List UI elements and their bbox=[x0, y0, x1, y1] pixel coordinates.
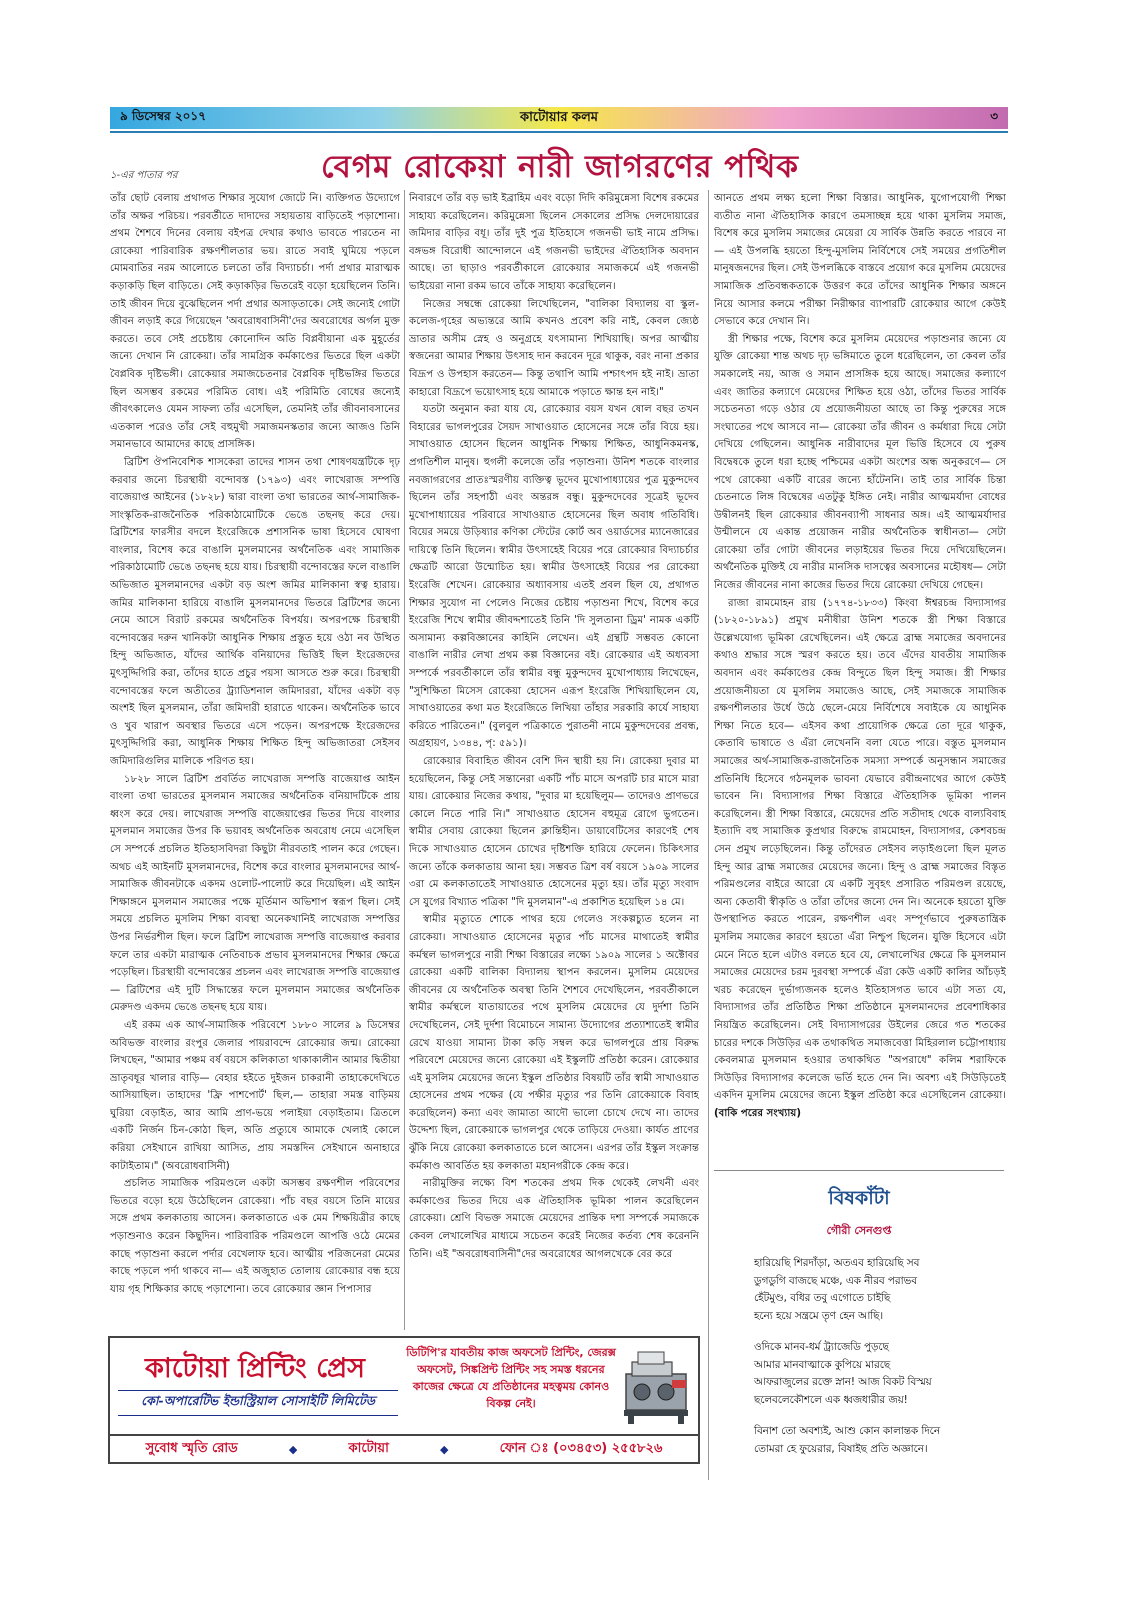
page-header bbox=[110, 107, 1008, 129]
paragraph-text: রাজা রামমোহন রায় (১৭৭৪-১৮৩৩) কিংবা ঈশ্বরচন্দ্র বিদ্যাসাগর (১৮২০-১৮৯১) প্রমুখ মনীষীরা উনিশ শতকে স্ত্রী শিক্ষা বিস্তারে উল্লেখযোগ্য ভূমিকা রেখেছিলেন। এই ক্ষেত্রে ব্রাহ্ম সমাজের অবদানের কথাও শ্রদ্ধার সঙ্গে স্মরণ করতে হয়। তবে এঁদের যাবতীয় সামাজিক অবদান এবং কর্মকাণ্ডের কেন্দ্র বিন্দুতে ছিল হিন্দু সমাজ। স্ত্রী শিক্ষার প্রয়োজনীয়তা যে মুসলিম সমাজেও আছে, সেই সমাজকে সামাজিক রক্ষণশীলতার উর্ধে উঠে ছেলে-মেয়ে নির্বিশেষে সবাইকে যে আধুনিক শিক্ষা নিতে হবে— এইসব কথা প্রায়োগিক ক্ষেত্রে তো দূরে থাকুক, কেতাবি ভাষাতে ও এঁরা লেখেননি বলা যেতে পারে। বস্তুত মুসলমান সমাজের অর্থ-সামাজিক-রাজনৈতিক সমস্যা সম্পর্কে অনুসন্ধান সমাজের প্রতিনিধি হিসেবে গঠনমূলক ভাবনা যেভাবে রবীন্দ্রনাথের আগে কেউই ভাবেন নি। বিদ্যাসাগর শিক্ষা বিস্তারে ঐতিহাসিক ভূমিকা পালন করেছিলেন। স্ত্রী শিক্ষা বিস্তারে, মেয়েদের প্রতি সতীদাহ থেকে বাল্যবিবাহ ইত্যাদি বহু সামাজিক কুপ্রথার বিরুদ্ধে রামমোহন, বিদ্যাসাগর, কেশবচন্দ্র সেন প্রমুখ লড়েছিলেন। কিন্তু তাঁদেরত সেইসব লড়াইগুলো ছিল মূলত হিন্দু আর ব্রাহ্ম সমাজের মেয়েদের জন্যে। হিন্দু ও ব্রাহ্ম সমাজের বিস্তৃত পরিমণ্ডলের বাইরে আরো যে একটি সুবৃহৎ প্রসারিত পরিমণ্ডল রয়েছে, অন্য কেতাবী স্বীকৃতি ও তাঁরা তাঁদের জন্যে দেন নি। অনেকে হয়তো যুক্তি উপস্থাপিত করতে পারেন, রক্ষণশীল এবং সম্পূর্ণভাবে পুরুষতান্ত্রিক মুসলিম সমাজের কারণে হয়তো এঁরা নিশ্চুপ ছিলেন। যুক্তি হিসেবে এটা মেনে নিতে হলে এটাও বলতে হবে যে, লেখালেখির ক্ষেত্রে কি মুসলমান সমাজের মেয়েদের চরম দুরবস্থা সম্পর্কে এঁরা কেউ একটি কালির আঁচড়ই খরচ করেছেন দুর্ভাগ্যজনক হলেও ইতিহাসগত ভাবে এটা সত্য যে, বিদ্যাসাগর তাঁর প্রতিষ্ঠিত শিক্ষা প্রতিষ্ঠানে মুসলমানদের প্রবেশাধিকার নিয়ন্ত্রিত করেছিলেন। সেই বিদ্যাসাগরের উইলের জেরে গত শতকের চারের দশকে সিউড়ির এক তথাকথিত সমাজবেত্তা মিহিরলাল চট্টোপাধ্যায় কেবলমাত্র মুসলমান হওয়ার তথাকথিত "অপরাধে" কলিম শরাফিকে সিউড়ির বিদ্যাসাগর কলেজে ভর্তি হতে দেন নি। অবশ্য এই সিউড়িতেই একদিন মুসলিম মেয়েদের জন্যে ইস্কুল প্রতিষ্ঠা করে এসেছিলেন রোকেয়া। bbox=[714, 597, 1006, 1102]
poem-section bbox=[714, 1180, 1004, 1480]
paragraph bbox=[714, 595, 1006, 1123]
ad-blurb: ডিটিপি'র যাবতীয় কাজ অফসেট প্রিন্টিং, জেরক্স অফসেট, সিঙ্কপ্রিন্ট প্রিন্টিং সহ সমস্ত ধরনের কাজের ক্ষেত্রে যে প্রতিষ্ঠানের মহত্বময় কোনও বিকল্প নেই। bbox=[406, 1346, 616, 1410]
header-divider bbox=[110, 131, 1008, 133]
poem-stanza: হারিয়েছি শিরদাঁড়া, অতএব হারিয়েছি সব ডুগডুগি বাজছে মঞ্চে, এক নীরব পরাভব হেঁটমুণ্ড, বধির তবু এগোতে চাইছি হন্যে হয়ে সন্ত্রমে তৃণ হেন আছি। bbox=[754, 1257, 920, 1322]
paragraph: যতটা অনুমান করা যায় যে, রোকেয়ার বয়স যখন ষোল বছর তখন বিহারের ভাগলপুরের সৈয়দ সাখাওয়াত হোসেনের সঙ্গে তাঁর বিয়ে হয়। সাখাওয়াত হোসেন ছিলেন আধুনিক শিক্ষায় শিক্ষিত, আধুনিকমনস্ক, প্রগতিশীল মানুষ। হুগলী কলেজে তাঁর পড়াশুনা। উনিশ শতকে বাংলার নবজাগরণের প্রাতঃস্মরণীয় ব্যক্তিত্ব ভূদেব মুখোপাধ্যায়ের পুত্র মুকুন্দদেব ছিলেন তাঁর সহপাঠী এবং অন্তরঙ্গ বন্ধু। মুকুন্দদেবের সূত্রেই ভূদেব মুখোপাধ্যায়ের পরিবারে সাখাওয়াত হোসেনের ছিল অবাধ গতিবিধি। বিয়ের সময়ে উড়িষ্যার কণিকা স্টেটের কোর্ট অব ওয়ার্ডসের ম্যানেজারের দায়িত্বে তিনি ছিলেন। স্বামীর উৎসাহেই বিয়ের পরে রোকেয়ার বিদ্যাচর্চার ক্ষেত্রটি আরো উন্মোচিত হয়। স্বামীর উৎসাহেই বিয়ের পর রোকেয়া ইংরেজি শেখেন। রোকেয়ার অধ্যাবসায় এতই প্রবল ছিল যে, প্রথাগত শিক্ষার সুযোগ না পেলেও নিজের চেষ্টায় পড়াশুনা শিখে, বিশেষ করে ইংরেজি শিখে স্বামীর জীবদ্দশাতেই তিনি 'দি সুলতানা ড্রিম' নামক একটি অসামান্য কল্পবিজ্ঞানের কাহিনি লেখেন। এই গ্রন্থটি সম্ভবত কোনো বাঙালি নারীর লেখা প্রথম কল্প বিজ্ঞানের বই। রোকেয়ার এই অধ্যবসা সম্পর্কে পরবর্তীকালে তাঁর স্বামীর বন্ধু মুকুন্দদেব মুখোপাধ্যায় লিখেছেন, "সুশিক্ষিতা মিসেস রোকেয়া হোসেন এরূপ ইংরেজি শিখিয়াছিলেন যে, সাখাওয়াতের কথা মত ইংরেজিতে লিখিয়া তাঁহার সরকারি কার্যে সাহায্য করিতে পারিতেন।" (বুলবুল পত্রিকাতে পুরাতনী নামে মুকুন্দদেবের প্রবন্ধ, অগ্রহায়ণ, ১৩৪৪, পৃ: ৫৯১)। bbox=[409, 404, 699, 750]
poem-stanza: ওদিকে মানব-ধর্ম ট্র্যাজেডি পুড়ছে আমার মানবাত্মাকে কুপিয়ে মারছে আফরাজুলের রক্তে স্নান! আজ বিকট বিস্ময় ছলেবলেকৌশলে এক ধ্বজধারীর জয়! bbox=[754, 1341, 932, 1406]
paragraph: তাঁর ছোট বেলায় প্রথাগত শিক্ষার সুযোগ জোটে নি। ব্যক্তিগত উদ্যোগে তাঁর অক্ষর পরিচয়। পরবর্তীতে দাদাদের সহায়তায় বাড়িতেই পড়াশোনা। প্রথম শৈশবে দিনের বেলায় বইপত্র দেখার কথাও ভাবতে পারতেন না রোকেয়া পারিবারিক রক্ষণশীলতার ভয়। রাতে সবাই ঘুমিয়ে পড়লে মোমবাতির নরম আলোতে চলতো তাঁর বিদ্যাচর্চা। পর্দা প্রথার মারাত্মক কড়াকড়ি ছিল বাড়িতে। সেই কড়াকড়ির ভিতরেই বড়ো হয়েছিলেন তিনি। তাই জীবন দিয়ে বুঝেছিলেন পর্দা প্রথার অসাড়তাকে। সেই জন্যেই গোটা জীবন লড়াই করে গিয়েছেন 'অবরোধবাসিনী'দের অবরোধের অর্গল মুক্ত করতে। তবে সেই প্রচেষ্টায় কোনোদিন অতি বিপ্লবীয়ানা এক মুহূর্তের জন্যে দেখান নি রোকেয়া। তাঁর সামগ্রিক কর্মকাণ্ডের ভিতরে ছিল একটা বৈপ্লবিক দৃষ্টিভঙ্গী। রোকেয়ার সমাজচেতনার বৈপ্লবিক দৃষ্টিভঙ্গির ভিতরে ছিল অসম্ভব রকমের পরিমিত বোধ। এই পরিমিতি বোধের জন্যেই জীবৎকালেও যেমন সাফল্য তাঁর এসেছিল, তেমনিই তাঁর জীবনাবসানের এতকাল পরেও তাঁর সেই বহুমুখী সমাজমনস্কতার জন্যে আজও তিনি সমানভাবে আমাদের কাছে প্রাসঙ্গিক। bbox=[110, 193, 400, 451]
ad-subtitle: কো-অপারেটিভ ইন্ডাস্ট্রিয়াল সোসাইটি লিমিটেড bbox=[118, 1390, 398, 1416]
continued-from-note: ১-এর পাতার পর bbox=[110, 170, 178, 181]
article-column-1 bbox=[110, 190, 400, 1320]
printing-machine-icon bbox=[618, 1344, 694, 1426]
poem-title: বিষকাঁটা bbox=[828, 1187, 890, 1209]
paragraph: আনতে প্রথম লক্ষ্য হলো শিক্ষা বিস্তার। আধুনিক, যুগোপযোগী শিক্ষা ব্যতীত নানা ঐতিহাসিক কারণে তমসাচ্ছন্ন হয়ে থাকা মুসলিম সমাজ, বিশেষ করে মুসলিম সমাজের মেয়েরা যে সার্বিক উন্নতি করতে পারবে না— এই উপলব্ধি হয়তো হিন্দু-মুসলিম নির্বিশেষে সেই সময়ের প্রগতিশীল মানুষজনদের ছিল। সেই উপলব্ধিকে বাস্তবে প্রয়োগ করে মুসলিম মেয়েদের সামাজিক প্রতিবন্ধকতাকে উত্তরণ করে তাঁদের আধুনিক শিক্ষার অঙ্গনে নিয়ে আসার কলমে পরীক্ষা নিরীক্ষার ব্যাপারটি রোকেয়ার আগে কেউই সেভাবে করে দেখান নি। bbox=[714, 193, 1006, 328]
paragraph: রোকেয়ার বিবাহিত জীবন বেশি দিন স্থায়ী হয় নি। রোকেয়া দুবার মা হয়েছিলেন, কিন্তু সেই সন্তানেরা একটি পাঁচ মাসে অপরটি চার মাসে মারা যায়। রোকেয়ার নিজের কথায়, "দুবার মা হয়েছিলুম— তাদেরও প্রাণভরে কোলে নিতে পারি নি।" সাখাওয়াত হোসেন বহুমূত্র রোগে ভুগতেন। স্বামীর সেবায় রোকেয়া ছিলেন ক্লান্তিহীন। ডায়াবেটিসের কারণেই শেষ দিকে সাখাওয়াত হোসেন চোখের দৃষ্টিশক্তি হারিয়ে ফেলেন। চিকিৎসার জন্যে তাঁকে কলকাতায় আনা হয়। সম্ভবত ত্রিশ বর্ষ বয়সে ১৯০৯ সালের ৩রা মে কলকাতাতেই সাখাওয়াত হোসেনের মৃত্যু হয়। তাঁর মৃত্যু সংবাদ সে যুগের বিখ্যাত পত্রিকা "দি মুসলমান"-এ প্রকাশিত হয়েছিল ১৪ মে। bbox=[409, 756, 699, 908]
paragraph: ১৮২৮ সালে ব্রিটিশ প্রবর্তিত লাখেরাজ সম্পত্তি বাজেয়াপ্ত আইন বাংলা তথা ভারতের মুসলমান সমাজের অর্থনৈতিক বনিয়াদটিকে প্রায় ধ্বংস করে দেয়। লাখেরাজ সম্পত্তি বাজেয়াপ্তের ভিতর দিয়ে বাংলার মুসলমান সমাজের উপর কি ভয়াবহ অর্থনৈতিক অবরোধ নেমে এসেছিল সে সম্পর্কে প্রচলিত ইতিহাসবিদরা কিছুটা নীরবতাই পালন করে গেছেন। অথচ এই আইনটি মুসলমানদের, বিশেষ করে বাংলার মুসলমানদের আর্থ-সামাজিক জীবনটাকে একদম ওলোট-পালোট করে দিয়েছিল। এই আইন শিক্ষাঙ্গনে মুসলমান সমাজের পক্ষে মূর্তিমান অভিশাপ স্বরূপ ছিল। সেই সময়ে প্রচলিত মুসলিম শিক্ষা ব্যবস্থা অনেকখানিই লাখেরাজ সম্পত্তির উপর নির্ভরশীল ছিল। ফলে ব্রিটিশ লাখেরাজ সম্পত্তি বাজেয়াপ্ত করবার ফলে তার একটা মারাত্মক নেতিবাচক প্রভাব মুসলমানদের শিক্ষার ক্ষেত্রে পড়েছিল। চিরস্থায়ী বন্দোবস্তের প্রচলন এবং লাখেরাজ সম্পত্তি বাজেয়াপ্ত— ব্রিটিশের এই দুটি সিদ্ধান্তের ফলে মুসলমান সমাজের অর্থনৈতিক মেরুদণ্ড একদম ভেঙে তছনছ হয়ে যায়। bbox=[110, 773, 400, 1014]
ad-address: সুবোধ স্মৃতি রোড bbox=[145, 1440, 238, 1456]
article-headline: বেগম রোকেয়া নারী জাগরণের পথিক bbox=[321, 149, 799, 185]
page-number: ৩ bbox=[990, 109, 998, 123]
diamond-separator-icon: ◆ bbox=[439, 1442, 449, 1456]
poem-divider bbox=[714, 1170, 1004, 1171]
continued-next-issue: (বাকি পরের সংখ্যায়) bbox=[714, 1107, 802, 1119]
paragraph: স্ত্রী শিক্ষার পক্ষে, বিশেষ করে মুসলিম মেয়েদের পড়াশুনার জন্যে যে যুক্তি রোকেয়া শান্ত অথচ দৃঢ় ভঙ্গিমাতে তুলে ধরেছিলেন, তা কেবল তাঁর সমকালেই নয়, আজ ও সমান প্রাসঙ্গিক হয়ে আছে। সমাজের কল্যাণে এবং জাতির কল্যাণে মেয়েদের শিক্ষিত হয়ে ওঠা, তাঁদের ভিতর সার্বিক সচেতনতা গড়ে ওঠার যে প্রয়োজনীয়তা আছে তা কিন্তু পুরুষের সঙ্গে সংঘাতের পথে আসবে না— রোকেয়া তাঁর জীবন ও কর্মধারা দিয়ে সেটা দেখিয়ে গেছিলেন। আধুনিক নারীবাদের মূল ভিত্তি হিসেবে যে পুরুষ বিদ্বেষকে তুলে ধরা হচ্ছে পশ্চিমের একটা অংশের অন্ধ অনুকরণে— সে পথে রোকেয়া একটি বারের জন্যে হাঁটেননি। তাই তার সার্বিক চিন্তা চেতনাতে লিঙ্গ বিদ্বেষের এতটুকু ইঙ্গিত নেই। নারীর আত্মমর্যাদা বোধের উদ্বীলনই ছিল রোকেয়ার জীবনব্যাপী সাধনার অঙ্গ। এই আত্মমর্যাদার উন্মীলনে যে একান্ত প্রয়োজন নারীর অর্থনৈতিক স্বাধীনতা— সেটা রোকেয়া তাঁর গোটা জীবনের লড়াইয়ের ভিতর দিয়ে দেখিয়েছিলেন। অর্থনৈতিক মুক্তিই যে নারীর মানসিক দাসত্বের অবসানের মহৌষধ— সেটা নিজের জীবনের নানা কাজের ভিতর দিয়ে রোকেয়া দেখিয়ে গেছেন। bbox=[714, 333, 1006, 592]
paragraph: নিবারণে তাঁর বড় ভাই ইব্রাহিম এবং বড়ো দিদি করিমুন্নেসা বিশেষ রকমের সাহায্য করেছিলেন। করিমুন্নেসা ছিলেন সেকালের প্রসিদ্ধ দেলদোয়ারের জমিদার বাড়ির বধূ। তাঁর দুই পুত্র ইতিহাসে গজনভী ভাই নামে প্রসিদ্ধ। বঙ্গভঙ্গ বিরোধী আন্দোলনে এই গজনভী ভাইদের ঐতিহাসিক অবদান আছে। তা ছাড়াও পরবর্তীকালে রোকেয়ার সমাজকর্মে এই গজনভী ভাইয়েরা নানা রকম ভাবে তাঁকে সাহায্য করেছিলেন। bbox=[409, 193, 699, 292]
article-column-2 bbox=[409, 190, 699, 1332]
newspaper-name: কাটোয়ার কলম bbox=[519, 109, 599, 125]
article-column-3 bbox=[714, 190, 1006, 1170]
paragraph: নারীমুক্তির লক্ষ্যে বিশ শতকের প্রথম দিক থেকেই লেখনী এবং কর্মকাণ্ডের ভিতর দিয়ে এক ঐতিহাসিক ভূমিকা পালন করেছিলেন রোকেয়া। শ্রেণি বিভক্ত সমাজে মেয়েদের প্রান্তিক দশা সম্পর্কে সমাজকে কেবল লেখালেখির মাধ্যমে সচেতন করেই নিজের কর্তব্য শেষ করেননি তিনি। এই "অবরোধবাসিনী"দের অবরোধের আগলখেকে বের করে bbox=[409, 1178, 699, 1260]
ad-town: কাটোয়া bbox=[348, 1440, 389, 1456]
column-divider bbox=[708, 190, 709, 1480]
column-divider bbox=[404, 190, 405, 1330]
paragraph: প্রচলিত সামাজিক পরিমণ্ডলে একটা অসম্ভব রক্ষণশীল পরিবেশের ভিতরে বড়ো হয়ে উঠেছিলেন রোকেয়া। পাঁচ বছর বয়সে তিনি মায়ের সঙ্গে প্রথম কলকাতায় আসেন। কলকাতাতে এক মেম শিক্ষয়িত্রীর কাছে পড়াশুনাও করেন কিছুদিন। পারিবারিক পরিমণ্ডলে আপত্তি ওঠে মেমের কাছে পড়াশুনা করলে পর্দার বেখেলাফ হবে। আত্মীয় পরিজনেরা মেমের কাছে পড়লে পর্দা থাকবে না— এই অজুহাত তোলায় রোকেয়ার বন্ধ হয়ে যায় গৃহ শিক্ষিকার কাছে পড়াশোনা। তবে রোকেয়ার জ্ঞান পিপাসার bbox=[110, 1178, 400, 1295]
printing-press-advertisement bbox=[108, 1336, 700, 1464]
paragraph: এই রকম এক আর্থ-সামাজিক পরিবেশে ১৮৮০ সালের ৯ ডিসেম্বর অবিভক্ত বাংলার রংপুর জেলার পায়রাবন্দে রোকেয়ার জন্ম। রোকেয়া লিখছেন, "আমার পঞ্চম বর্ষ বয়সে কলিকাতা থাকাকালীন আমার দ্বিতীয়া ভ্রাতৃবধূর খালার বাড়ি— বেহার হইতে দুইজন চাকরানী তাহাকেদেখিতে আসিয়াছিল। তাহাদের 'ফ্রি পাশপোর্ট' ছিল,— তাহারা সমস্ত বাড়িময় ঘুরিয়া বেড়াইত, আর আমি প্রাণ-ভয়ে পলাইয়া বেড়াইতাম। ত্রিতলে একটি নির্জন চিন-কোঠা ছিল, অতি প্রত্যুষে আমাকে খেলাই কোলে করিয়া সেইখানে রাখিয়া আসিত, প্রায় সমস্তদিন সেইখানে অনাহারে কাটাইতাম।" (অবরোধবাসিনী) bbox=[110, 1019, 400, 1172]
diamond-separator-icon: ◆ bbox=[288, 1442, 298, 1456]
paragraph: নিজের সম্বন্ধে রোকেয়া লিখেছিলেন, "বালিকা বিদ্যালয় বা স্কুল-কলেজ-গৃহের অভ্যন্তরে আমি কখনও প্রবেশ করি নাই, কেবল জ্যেষ্ঠ ভ্রাতার অসীম স্নেহ ও অনুগ্রহে যৎসামান্য শিখিয়াছি। অপর আত্মীয় স্বজনেরা আমার শিক্ষায় উৎসাহ দান করবেন দূরে থাকুক, বরং নানা প্রকার বিদ্রূপ ও উপহাস করতেন— কিন্তু তথাপি আমি পশ্চাৎপদ হই নাই। ভ্রাতা কাহারো বিদ্রূপে ভয়োৎসাহ হয়ে আমাকে পড়াতে ক্ষান্ত হন নাই।" bbox=[409, 298, 699, 398]
ad-title: কাটোয়া প্রিন্টিং প্রেস bbox=[144, 1353, 366, 1384]
paragraph: স্বামীর মৃত্যুতে শোকে পাথর হয়ে গেলেও সংকল্পচ্যুত হলেন না রোকেয়া। সাখাওয়াত হোসেনের মৃত্যুর পাঁচ মাসের মাথাতেই স্বামীর কর্মস্থল ভাগলপুরে নারী শিক্ষা বিস্তারের লক্ষ্যে ১৯০৯ সালের ১ অক্টোবর রোকেয়া একটি বালিকা বিদ্যালয় স্থাপন করলেন। মুসলিম মেয়েদের জীবনের যে অর্থনৈতিক অবস্থা তিনি শৈশবে দেখেছিলেন, পরবর্তীকালে স্বামীর কর্মস্থলে যাতায়াতের পথে মুসলিম মেয়েদের যে দুর্দশা তিনি দেখেছিলেন, সেই দুর্দশা বিমোচনে সামান্য উদ্যোগের প্রত্যাশাতেই স্বামীর রেখে যাওয়া সামান্য টাকা কড়ি সম্বল করে ভাগলপুরে প্রায় বিরুদ্ধ পরিবেশে মেয়েদের জন্যে রোকেয়া এই ইস্কুলটি প্রতিষ্ঠা করেন। রোকেয়ার এই মুসলিম মেয়েদের জন্যে ইস্কুল প্রতিষ্ঠার বিষয়টি তাঁর স্বামী সাখাওয়াত হোসেনের প্রথম পক্ষের (যে পক্ষীর মৃত্যুর পর তিনি রোকেয়াকে বিবাহ করেছিলেন) কন্যা এবং জামাতা আদৌ ভালো চোখে দেখে না। তাদের উদ্দেশ্য ছিল, রোকেয়াকে ভাগলপুর থেকে তাড়িয়ে দেওয়া। কার্যত প্রাণের ঝুঁকি নিয়ে রোকেয়া কলকাতাতে চলে আসেন। এরপর তাঁর ইস্কুল সংক্রান্ত কর্মকাণ্ড আবর্তিত হয় কলকাতা মহানগরীকে কেন্দ্র করে। bbox=[409, 914, 699, 1172]
ad-phone: ফোন ঃ (০৩৪৫৩) ২৫৫৮২৬ bbox=[499, 1440, 663, 1456]
poem-stanza: বিনাশ তো অবশ্যই, আশু কোন কালান্তক দিনে তোমরা হে ফুয়েরার, বিষাইছ প্রতি অজ্ঞানে। bbox=[754, 1425, 940, 1455]
paragraph: ব্রিটিশ ঔপনিবেশিক শাসকেরা তাদের শাসন তথা শোষণযন্ত্রটিকে দৃঢ় করবার জন্যে চিরস্থায়ী বন্দোবস্ত (১৭৯৩) এবং লাখেরাজ সম্পত্তি বাজেয়াপ্ত আইনের (১৮২৮) দ্বারা বাংলা তথা ভারতের আর্থ-সামাজিক-সাংস্কৃতিক-রাজনৈতিক পরিকাঠামোটিকে ভেঙে তছনছ করে দেয়। ব্রিটিশের ফারসীর বদলে ইংরেজিকে প্রশাসনিক ভাষা হিসেবে ঘোষণা বাংলার, বিশেষ করে বাঙালি মুসলমানের অর্থনৈতিক এবং সামাজিক পরিকাঠামোটি ভেঙে তছনছ হয়ে যায়। চিরস্থায়ী বন্দোবস্তের ফলে বাঙালি অভিজাত মুসলমানদের একটা বড় অংশ জমির মালিকানা স্বত্ব হারায়। জমির মালিকানা হারিয়ে বাঙালি মুসলমানদের ভিতরে ব্রিটিশের জন্যে নেমে আসে বিরাট রকমের অর্থনৈতিক বিপর্যয়। অপরপক্ষে চিরস্থায়ী বন্দোবস্তের দরুন খানিকটা আধুনিক শিক্ষায় প্রস্তুত হয়ে ওঠা নব উত্থিত হিন্দু অভিজাত, যাঁদের আর্থিক বনিয়াদের ভিত্তিই ছিল ইংরেজদের মুৎসুদ্দিগিরি করা, তাঁদের হাতে প্রচুর পয়সা আসতে শুরু করে। চিরস্থায়ী বন্দোবস্তের ফলে অতীতের ট্র্যাডিশনাল জমিদাররা, যাঁদের একটা বড় অংশই ছিল মুসলমান, তাঁরা জমিদারী হারাতে থাকেন। অর্থনৈতিক ভাবে ও খুব খারাপ অবস্থার ভিতরে এসে পড়েন। অপরপক্ষে ইংরেজদের মুৎসুদ্দিগিরি করা, আধুনিক শিক্ষায় শিক্ষিত হিন্দু অভিজাতরা সেইসব জমিদারিগুলির মালিকে পরিণত হয়। bbox=[110, 456, 400, 767]
ad-contact-bar bbox=[110, 1434, 698, 1462]
poem-author: গৌরী সেনগুপ্ত bbox=[826, 1224, 892, 1237]
issue-date: ৯ ডিসেম্বর ২০১৭ bbox=[120, 109, 207, 123]
